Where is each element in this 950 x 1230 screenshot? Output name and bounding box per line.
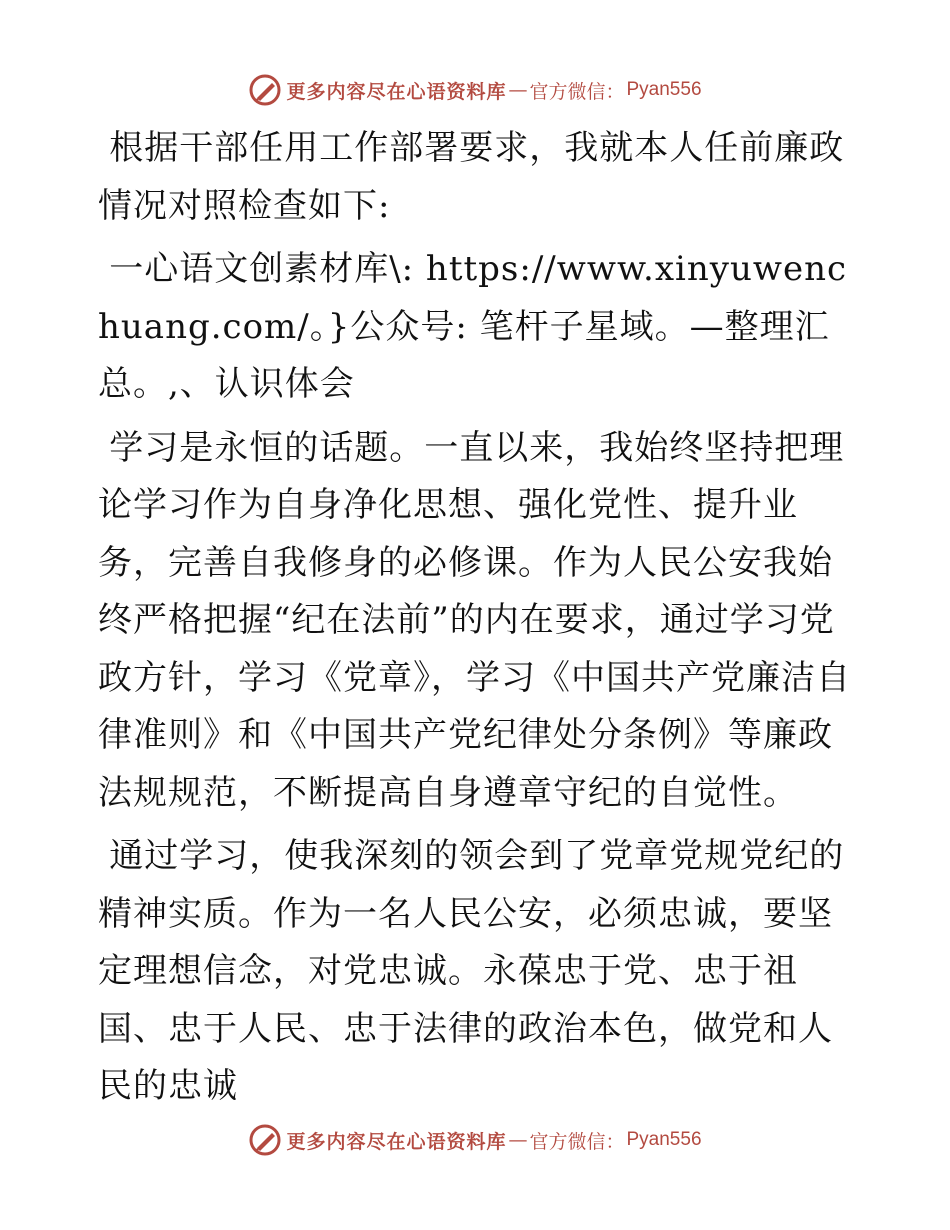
header-brand-name: 更多内容尽在心语资料库: [286, 80, 507, 103]
pen-logo-icon: [248, 1123, 282, 1157]
document-body: [98, 120, 858, 1122]
footer-wechat-id: Pyan556: [626, 1129, 702, 1150]
footer-watermark: [0, 1122, 950, 1158]
pen-logo-icon: [248, 73, 282, 107]
paragraph-understanding: 通过学习，使我深刻的领会到了党章党规党纪的精神实质。作为一名人民公安，必须忠诚，要坚定理想信念，对党忠诚。永葆忠于党、忠于祖国、忠于人民、忠于法律的政治本色，做党和人民的忠诚: [98, 836, 845, 1106]
footer-brand-name: 更多内容尽在心语资料库: [286, 1130, 507, 1153]
header-dash: —: [508, 79, 528, 101]
header-watermark: [0, 72, 950, 108]
header-wechat-label: 官方微信：: [529, 80, 625, 103]
header-wechat-id: Pyan556: [626, 79, 702, 100]
paragraph-source-note: 一心语文创素材库\: https://www.xinyuwenchuang.com/。}公众号: 笔杆子星域。—整理汇总。,、认识体会: [98, 249, 848, 404]
footer-wechat-label: 官方微信：: [529, 1130, 625, 1153]
paragraph-intro: 根据干部任用工作部署要求，我就本人任前廉政情况对照检查如下:: [98, 128, 845, 226]
footer-dash: —: [508, 1129, 528, 1151]
paragraph-study: 学习是永恒的话题。一直以来，我始终坚持把理论学习作为自身净化思想、强化党性、提升业务，完善自我修身的必修课。作为人民公安我始终严格把握“纪在法前”的内在要求，通过学习党政方针，学习《党章》，学习《中国共产党廉洁自律准则》和《中国共产党纪律处分条例》等廉政法规规范，不断提高自身遵章守纪的自觉性。: [98, 427, 851, 813]
